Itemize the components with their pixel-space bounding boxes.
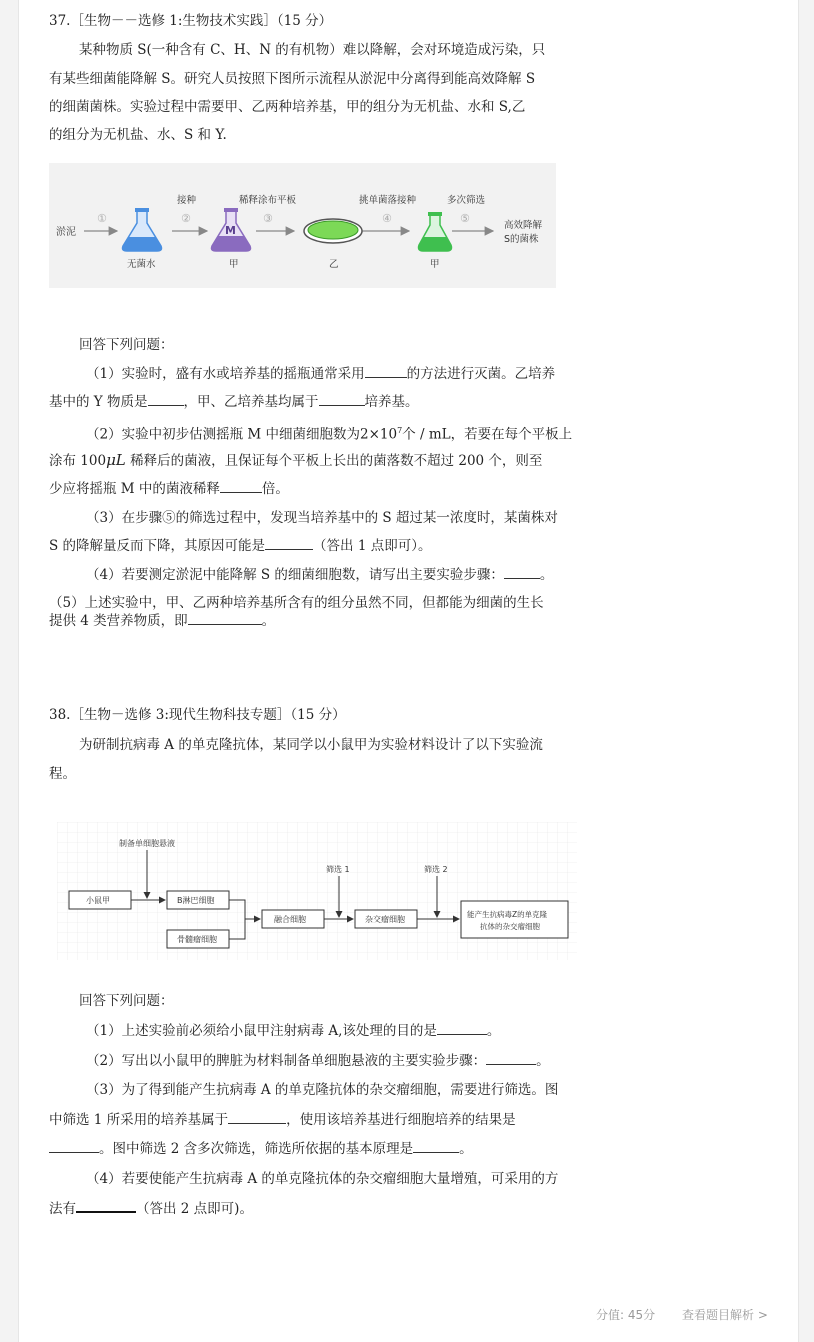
q37-title: 37.［生物－－选修 1:生物技术实践］（15 分） [49, 13, 333, 29]
answer-blank-12[interactable] [413, 1140, 459, 1153]
petri-dish-icon [304, 219, 362, 243]
fig1-start-label: 淤泥 [56, 227, 76, 238]
q38-flow-figure [57, 822, 577, 960]
q37-answer-prompt: 回答下列问题： [79, 337, 174, 353]
fig1-label-inoculate: 接种 [177, 195, 197, 206]
q37-part1-line1: （1）实验时，盛有水或培养基的摇瓶通常采用 的方法进行灭菌。乙培养 [86, 366, 556, 382]
q38-title: 38.［生物－选修 3:现代生物科技专题］（15 分） [49, 707, 346, 723]
flask-sterile-water-icon [123, 208, 162, 251]
q37-part5-line2: 提供 4 类营养物质，即 。 [49, 613, 276, 629]
fig2-mouse: 小鼠甲 [86, 896, 110, 905]
q37-part4-line: （4）若要测定淤泥中能降解 S 的细菌细胞数，请写出主要实验步骤： 。 [86, 567, 554, 583]
answer-blank-3[interactable] [319, 393, 365, 406]
fig1-vessel-water: 无菌水 [127, 259, 156, 270]
answer-blank-4[interactable] [220, 480, 262, 493]
answer-blank-11[interactable] [49, 1140, 99, 1153]
fig1-end-line-2: S的菌株 [504, 234, 539, 245]
fig2-myeloma: 骨髓瘤细胞 [177, 935, 217, 944]
box-final [461, 901, 568, 938]
fig2-hybridoma: 杂交瘤细胞 [365, 915, 405, 924]
answer-blank-7[interactable] [188, 612, 262, 625]
fig1-step-4: ④ [382, 212, 392, 225]
answer-blank-2[interactable] [148, 393, 184, 406]
q38-part4-line1: （4）若要使能产生抗病毒 A 的单克隆抗体的杂交瘤细胞大量增殖，可采用的方 [86, 1171, 559, 1187]
fig1-vessel-yi: 乙 [329, 259, 339, 270]
fig1-label-pick: 挑单菌落接种 [359, 195, 417, 206]
q37-part2-line3: 少应将摇瓶 M 中的菌液稀释 倍。 [49, 481, 289, 497]
flask-m-letter: M [225, 224, 236, 237]
fig1-step-1: ① [97, 212, 107, 225]
q38-answer-prompt: 回答下列问题： [79, 993, 174, 1009]
fig2-screen2-label: 筛选 2 [424, 865, 448, 874]
fig1-vessel-jia-2: 甲 [430, 259, 440, 270]
fig1-step-2: ② [181, 212, 191, 225]
flask-green-icon [419, 212, 452, 251]
fig1-vessel-jia-1: 甲 [229, 259, 239, 270]
fig2-bcell: B淋巴细胞 [177, 896, 215, 905]
answer-blank-1[interactable] [365, 365, 407, 378]
answer-blank-9[interactable] [486, 1052, 536, 1065]
answer-blank-8[interactable] [437, 1022, 487, 1035]
answer-blank-13[interactable] [76, 1199, 136, 1213]
fig2-screen1-label: 筛选 1 [326, 865, 350, 874]
answer-blank-10[interactable] [228, 1111, 286, 1124]
q38-part3-line1: （3）为了得到能产生抗病毒 A 的单克隆抗体的杂交瘤细胞，需要进行筛选。图 [86, 1082, 559, 1098]
fig1-step-5: ⑤ [460, 212, 470, 225]
q37-intro-line-4: 的组分为无机盐、水、S 和 Y. [49, 127, 227, 143]
score-label: 分值: 45分 [596, 1308, 656, 1322]
q38-intro-line-2: 程。 [49, 766, 76, 782]
q38-part3-line2: 中筛选 1 所采用的培养基属于 ，使用该培养基进行细胞培养的结果是 [49, 1112, 516, 1128]
q38-part3-line3: 。图中筛选 2 含多次筛选，筛选所依据的基本原理是 。 [49, 1140, 473, 1158]
view-analysis-link[interactable]: 查看题目解析 > [682, 1308, 768, 1322]
fig2-final-2: 抗体的杂交瘤细胞 [480, 922, 540, 931]
q37-part3-line1: （3）在步骤⑤的筛选过程中，发现当培养基中的 S 超过某一浓度时，某菌株对 [86, 510, 558, 526]
fig2-fused: 融合细胞 [274, 915, 306, 924]
q38-part1-line: （1）上述实验前必须给小鼠甲注射病毒 A,该处理的目的是 。 [86, 1023, 501, 1039]
q37-intro-line-3: 的细菌菌株。实验过程中需要甲、乙两种培养基，甲的组分为无机盐、水和 S,乙 [49, 99, 526, 115]
q37-flow-figure [49, 163, 556, 288]
q37-part2-line1: （2）实验中初步估测摇瓶 M 中细菌细胞数为$2\times 10^7$个 / mL，若要在每个平板上 [86, 426, 573, 443]
q37-part3-line2: S 的降解量反而下降，其原因可能是 （答出 1 点即可）。 [49, 538, 432, 554]
fig1-end-line-1: 高效降解 [504, 220, 543, 231]
fig2-final-1: 能产生抗病毒Z的单克隆 [467, 910, 548, 919]
fig1-label-spread: 稀释涂布平板 [239, 195, 297, 206]
q37-part1-line2: 基中的 Y 物质是 ，甲、乙培养基均属于 培养基。 [49, 394, 419, 410]
q38-part2-line: （2）写出以小鼠甲的脾脏为材料制备单细胞悬液的主要实验步骤： 。 [86, 1053, 550, 1069]
q37-intro-line-2: 有某些细菌能降解 S。研究人员按照下图所示流程从淤泥中分离得到能高效降解 S [49, 71, 536, 87]
q37-intro-line-1: 某种物质 S(一种含有 C、H、N 的有机物）难以降解，会对环境造成污染，只 [79, 42, 546, 58]
fig1-step-3: ③ [263, 212, 273, 225]
q37-part2-line2: 涂布 100μL 稀释后的菌液，且保证每个平板上长出的菌落数不超过 200 个，则至 [49, 451, 543, 469]
q38-part4-line2: 法有 （答出 2 点即可)。 [49, 1201, 253, 1217]
answer-blank-5[interactable] [265, 537, 313, 550]
answer-blank-6[interactable] [504, 566, 540, 579]
q38-intro-line-1: 为研制抗病毒 A 的单克隆抗体，某同学以小鼠甲为实验材料设计了以下实验流 [79, 737, 543, 753]
q37-part5-line1: （5）上述实验中，甲、乙两种培养基所含有的组分虽然不同，但都能为细菌的生长 [49, 595, 544, 611]
flask-m-icon [212, 208, 251, 251]
fig2-prep-label: 制备单细胞悬液 [119, 839, 175, 848]
fig1-label-multi: 多次筛选 [447, 195, 486, 206]
